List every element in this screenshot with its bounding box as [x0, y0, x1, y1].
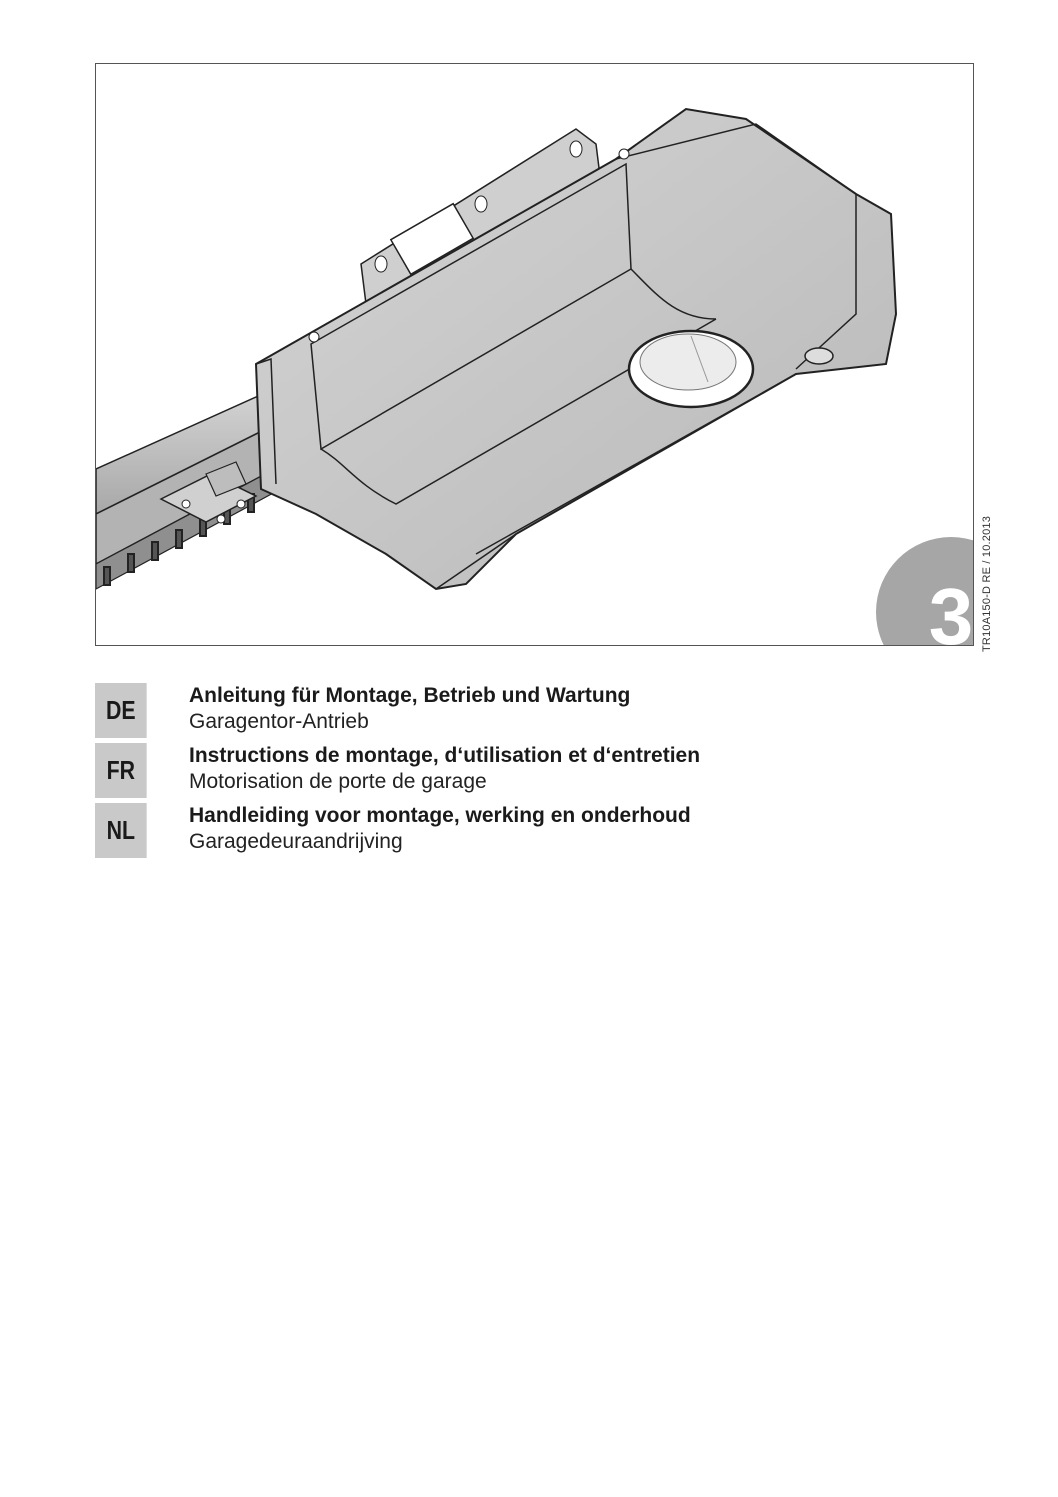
manual-title-fr: Instructions de montage, d‘utilisation et d‘entretien [189, 744, 701, 767]
language-badge-de: DE [95, 683, 147, 738]
manual-subtitle-nl: Garagedeuraandrijving [189, 830, 403, 853]
manual-title-de: Anleitung für Montage, Betrieb und Wartung [189, 684, 631, 707]
garage-door-operator-illustration [96, 64, 974, 646]
language-text-de [189, 683, 630, 735]
language-text-nl [189, 803, 691, 855]
manual-number: 3 [928, 572, 974, 647]
document-code: TR10A150-D RE / 10.2013 [981, 515, 993, 652]
manual-title-nl: Handleiding voor montage, werking en onderhoud [189, 804, 691, 827]
language-text-fr [189, 743, 700, 795]
manual-subtitle-fr: Motorisation de porte de garage [189, 770, 487, 793]
product-illustration-frame [95, 63, 974, 646]
language-badge-fr: FR [95, 743, 147, 798]
language-badge-nl: NL [95, 803, 147, 858]
manual-subtitle-de: Garagentor-Antrieb [189, 710, 369, 733]
